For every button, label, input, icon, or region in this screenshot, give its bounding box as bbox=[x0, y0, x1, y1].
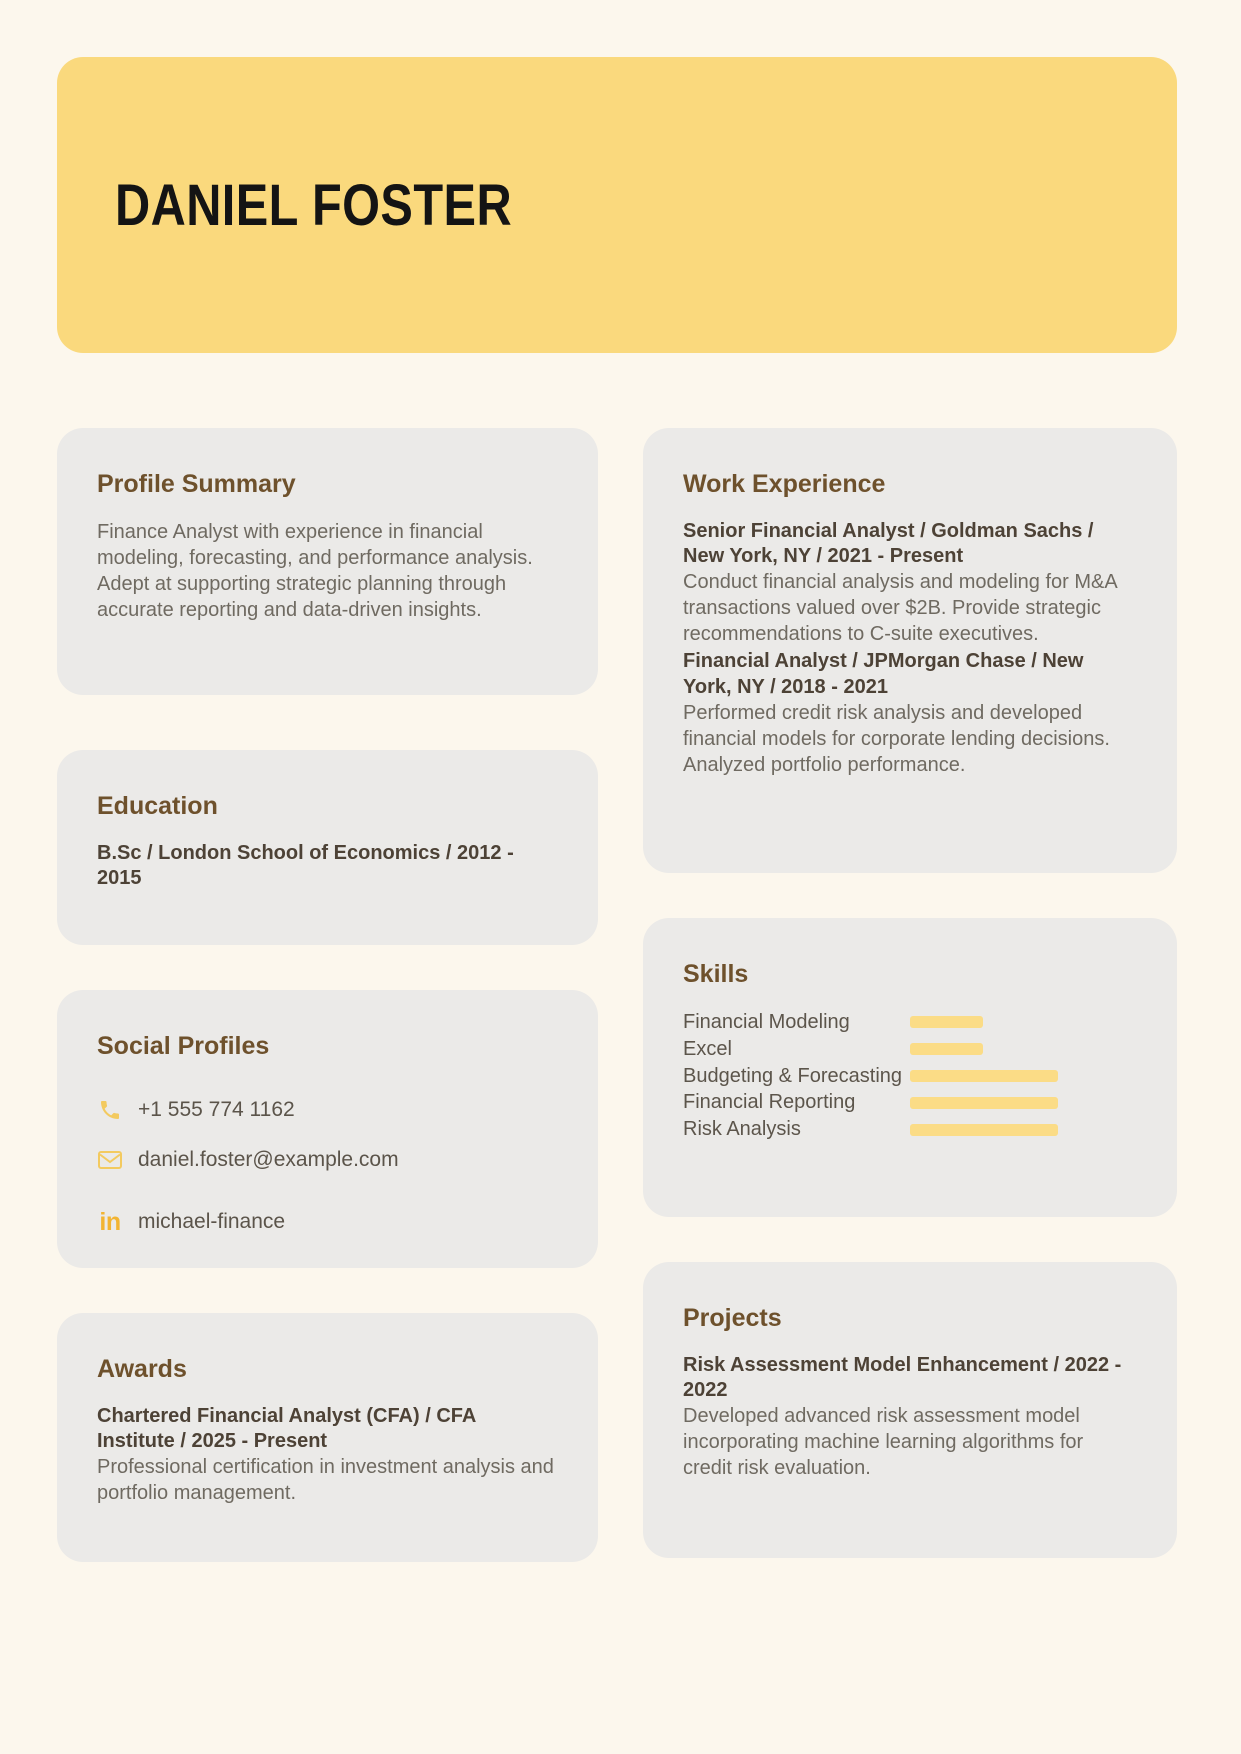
skills-title: Skills bbox=[683, 960, 749, 988]
skill-label: Financial Modeling bbox=[683, 1011, 850, 1033]
project-entry-body: Developed advanced risk assessment model incorporating machine learning algorithms for credit risk evaluation. bbox=[683, 1405, 1084, 1480]
skill-level-bar bbox=[910, 1016, 983, 1028]
awards-title: Awards bbox=[97, 1355, 187, 1383]
skill-level-bar bbox=[910, 1043, 983, 1055]
skill-label: Excel bbox=[683, 1037, 732, 1060]
linkedin-icon: in bbox=[99, 1207, 121, 1236]
social-profiles-title: Social Profiles bbox=[97, 1032, 270, 1060]
envelope-icon bbox=[97, 1147, 123, 1173]
email-address: daniel.foster@example.com bbox=[138, 1148, 399, 1171]
skill-level-bar bbox=[910, 1097, 1058, 1109]
social-profiles-card bbox=[57, 990, 598, 1268]
header-banner bbox=[57, 57, 1177, 353]
skill-row bbox=[683, 1009, 1137, 1036]
work-entry-body: Performed credit risk analysis and developed financial models for corporate lending decisions. Analyzed portfolio performance. bbox=[683, 701, 1110, 776]
projects-title: Projects bbox=[683, 1304, 782, 1332]
profile-summary-title: Profile Summary bbox=[97, 470, 296, 498]
award-entry-title: Chartered Financial Analyst (CFA) / CFA Institute / 2025 - Present bbox=[97, 1405, 476, 1453]
skill-label: Budgeting & Forecasting bbox=[683, 1064, 903, 1087]
phone-row bbox=[97, 1097, 558, 1123]
linkedin-row bbox=[97, 1209, 558, 1235]
skill-row bbox=[683, 1089, 1137, 1116]
skill-row bbox=[683, 1036, 1137, 1063]
skill-label: Risk Analysis bbox=[683, 1118, 801, 1141]
work-experience-title: Work Experience bbox=[683, 470, 886, 498]
phone-icon bbox=[97, 1097, 123, 1123]
education-title: Education bbox=[97, 792, 218, 820]
award-entry-body: Professional certification in investment analysis and portfolio management. bbox=[97, 1456, 554, 1505]
phone-number: +1 555 774 1162 bbox=[138, 1098, 295, 1121]
education-entry: B.Sc / London School of Economics / 2012 - 2015 bbox=[97, 842, 514, 890]
awards-card bbox=[57, 1313, 598, 1562]
work-entry-title: Senior Financial Analyst / Goldman Sachs / New York, NY / 2021 - Present bbox=[683, 520, 1094, 568]
work-entry bbox=[683, 519, 1137, 647]
profile-summary-card bbox=[57, 428, 598, 695]
skills-card bbox=[643, 918, 1177, 1217]
linkedin-handle: michael-finance bbox=[138, 1210, 286, 1233]
work-entry-title: Financial Analyst / JPMorgan Chase / New York, NY / 2018 - 2021 bbox=[683, 650, 1084, 698]
project-entry-title: Risk Assessment Model Enhancement / 2022 - 2022 bbox=[683, 1354, 1122, 1402]
email-row bbox=[97, 1147, 558, 1173]
person-name: DANIEL FOSTER bbox=[115, 172, 513, 238]
work-entry-body: Conduct financial analysis and modeling for M&A transactions valued over $2B. Provide strategic recommendations to C-suite executives. bbox=[683, 571, 1117, 646]
projects-card bbox=[643, 1262, 1177, 1558]
profile-summary-body: Finance Analyst with experience in financial modeling, forecasting, and performance analysis. Adept at supporting strategic planning through accurate reporting and data-driven insights. bbox=[97, 521, 533, 621]
skill-level-bar bbox=[910, 1124, 1058, 1136]
skill-row bbox=[683, 1063, 1137, 1090]
skill-row bbox=[683, 1116, 1137, 1143]
skill-level-bar bbox=[910, 1070, 1058, 1082]
skill-label: Financial Reporting bbox=[683, 1091, 856, 1114]
work-experience-card bbox=[643, 428, 1177, 873]
work-entry bbox=[683, 649, 1137, 777]
education-card bbox=[57, 750, 598, 945]
